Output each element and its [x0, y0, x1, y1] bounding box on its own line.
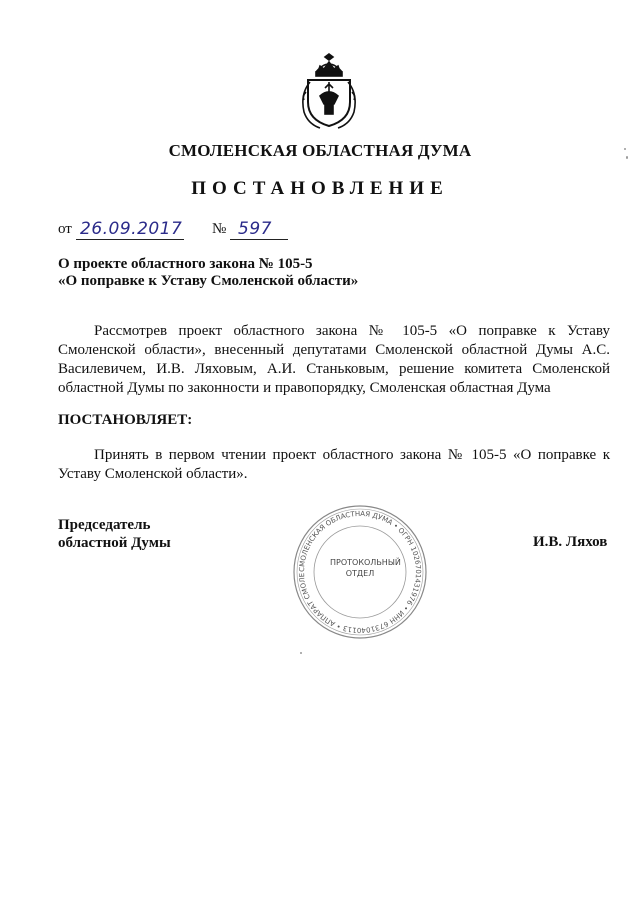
stamp-center-text — [330, 557, 401, 579]
document-type-heading: ПОСТАНОВЛЕНИЕ — [191, 178, 449, 199]
registration-line — [58, 218, 378, 240]
stamp-center-line-1: ПРОТОКОЛЬНЫЙ — [330, 558, 401, 567]
document-subject — [58, 256, 478, 290]
stamp-center-line-2: ОТДЕЛ — [345, 569, 375, 578]
smolensk-coat-of-arms-icon — [296, 52, 362, 130]
subject-line-2: «О поправке к Уставу Смоленской области» — [58, 273, 359, 289]
number-prefix: № — [212, 221, 227, 237]
date-underline — [76, 239, 184, 240]
signatory-title — [58, 516, 171, 552]
decision-paragraph: Принять в первом чтении проект областного закона № 105-5 «О поправке к Уставу Смоленской области». — [58, 447, 610, 482]
scan-speck — [300, 652, 302, 654]
signatory-name: И.В. Ляхов — [533, 534, 608, 550]
decree-heading: ПОСТАНОВЛЯЕТ: — [58, 412, 193, 428]
subject-line-1: О проекте областного закона № 105-5 — [58, 256, 313, 272]
date-prefix: от — [58, 221, 72, 237]
preamble-paragraph: Рассмотрев проект областного закона № 105-5 «О поправке к Уставу Смоленской области», внесенный депутатами Смоленской областной Думы А.С. Василевичем, И.В. Ляховым, А.И. Станьковым, решение комитета Смоленской областной Думы по законности и правопорядку, Смоленская областная Дума — [58, 323, 610, 396]
scan-speck — [624, 148, 626, 150]
official-stamp — [290, 502, 430, 642]
organization-title: СМОЛЕНСКАЯ ОБЛАСТНАЯ ДУМА — [168, 141, 472, 160]
handwritten-number: 597 — [238, 219, 272, 239]
number-underline — [230, 239, 288, 240]
scan-speck — [626, 156, 628, 159]
signatory-title-line-2: областной Думы — [58, 535, 171, 551]
stamp-ring-text: СМОЛЕНСКАЯ ОБЛАСТНАЯ ДУМА • ОГРН 1026701431976 • ИНН 6731040113 • АППАРАТ СМОЛЕ — [297, 509, 423, 635]
handwritten-date: 26.09.2017 — [80, 219, 183, 239]
signatory-title-line-1: Председатель — [58, 517, 151, 533]
